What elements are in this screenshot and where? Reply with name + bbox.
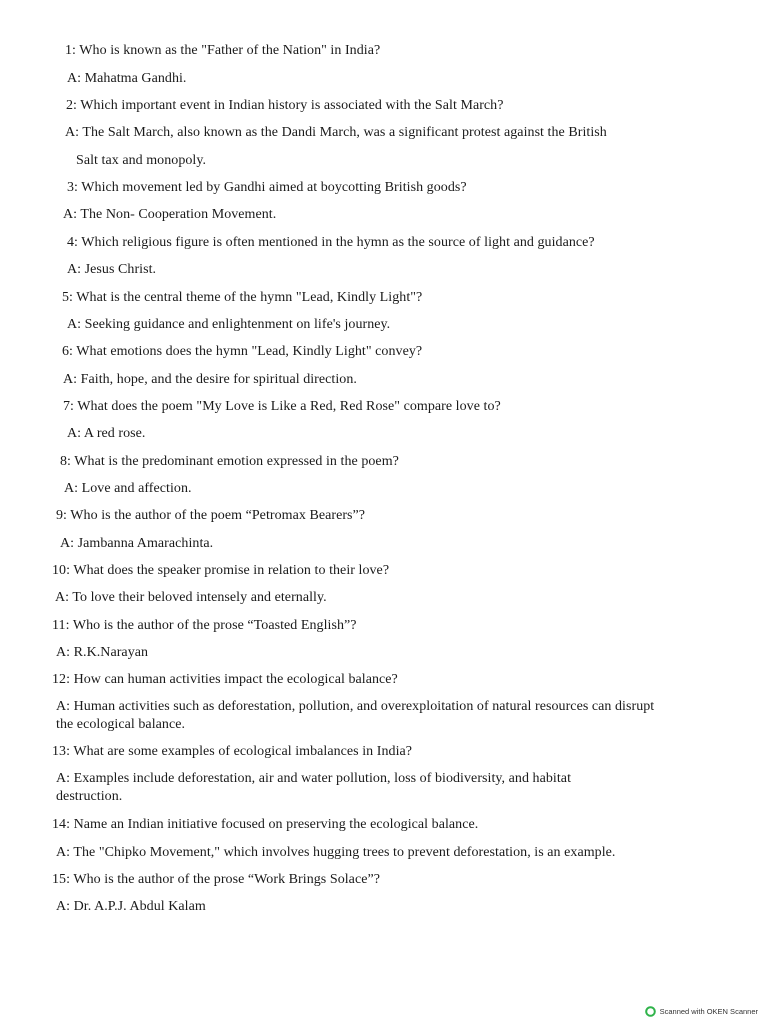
answer-12 (56, 698, 666, 734)
answer-4: A: Jesus Christ. (67, 262, 157, 277)
answer-8: A: Love and affection. (64, 481, 192, 496)
answer-13 (56, 770, 636, 806)
answer-6: A: Faith, hope, and the desire for spiritual direction. (63, 372, 357, 387)
answer-12-text: A: Human activities such as deforestation, pollution, and overexploitation of natural resources can disrupt the ecological balance. (56, 699, 655, 732)
answer-3: A: The Non- Cooperation Movement. (63, 207, 277, 222)
question-12: 12: How can human activities impact the ecological balance? (52, 672, 398, 687)
scanner-watermark (645, 1006, 758, 1017)
question-5: 5: What is the central theme of the hymn "Lead, Kindly Light"? (62, 290, 423, 305)
question-13: 13: What are some examples of ecological imbalances in India? (52, 744, 413, 759)
question-8: 8: What is the predominant emotion expressed in the poem? (60, 454, 399, 469)
answer-2-continued: Salt tax and monopoly. (76, 153, 207, 168)
question-7: 7: What does the poem "My Love is Like a Red, Red Rose" compare love to? (63, 399, 501, 414)
question-3: 3: Which movement led by Gandhi aimed at boycotting British goods? (67, 180, 467, 195)
scanner-watermark-text: Scanned with OKEN Scanner (659, 1007, 758, 1016)
question-10: 10: What does the speaker promise in relation to their love? (52, 563, 390, 578)
question-4: 4: Which religious figure is often mentioned in the hymn as the source of light and guidance? (67, 235, 595, 250)
question-1: 1: Who is known as the "Father of the Nation" in India? (65, 43, 381, 58)
answer-9: A: Jambanna Amarachinta. (60, 536, 214, 551)
question-6: 6: What emotions does the hymn "Lead, Kindly Light" convey? (62, 344, 423, 359)
answer-15: A: Dr. A.P.J. Abdul Kalam (56, 899, 206, 914)
oken-scanner-logo-icon (645, 1006, 656, 1017)
answer-7: A: A red rose. (67, 426, 146, 441)
question-15: 15: Who is the author of the prose “Work Brings Solace”? (52, 872, 380, 887)
question-9: 9: Who is the author of the poem “Petromax Bearers”? (56, 508, 366, 523)
question-14: 14: Name an Indian initiative focused on preserving the ecological balance. (52, 817, 479, 832)
answer-11: A: R.K.Narayan (56, 645, 149, 660)
answer-2: A: The Salt March, also known as the Dandi March, was a significant protest against the British (65, 125, 607, 140)
answer-10: A: To love their beloved intensely and eternally. (55, 590, 327, 605)
question-11: 11: Who is the author of the prose “Toasted English”? (52, 618, 357, 633)
answer-1: A: Mahatma Gandhi. (67, 71, 187, 86)
answer-13-text: A: Examples include deforestation, air and water pollution, loss of biodiversity, and habitat destruction. (56, 771, 572, 804)
answer-14: A: The "Chipko Movement," which involves hugging trees to prevent deforestation, is an example. (56, 845, 616, 860)
question-2: 2: Which important event in Indian history is associated with the Salt March? (66, 98, 504, 113)
answer-5: A: Seeking guidance and enlightenment on life's journey. (67, 317, 391, 332)
